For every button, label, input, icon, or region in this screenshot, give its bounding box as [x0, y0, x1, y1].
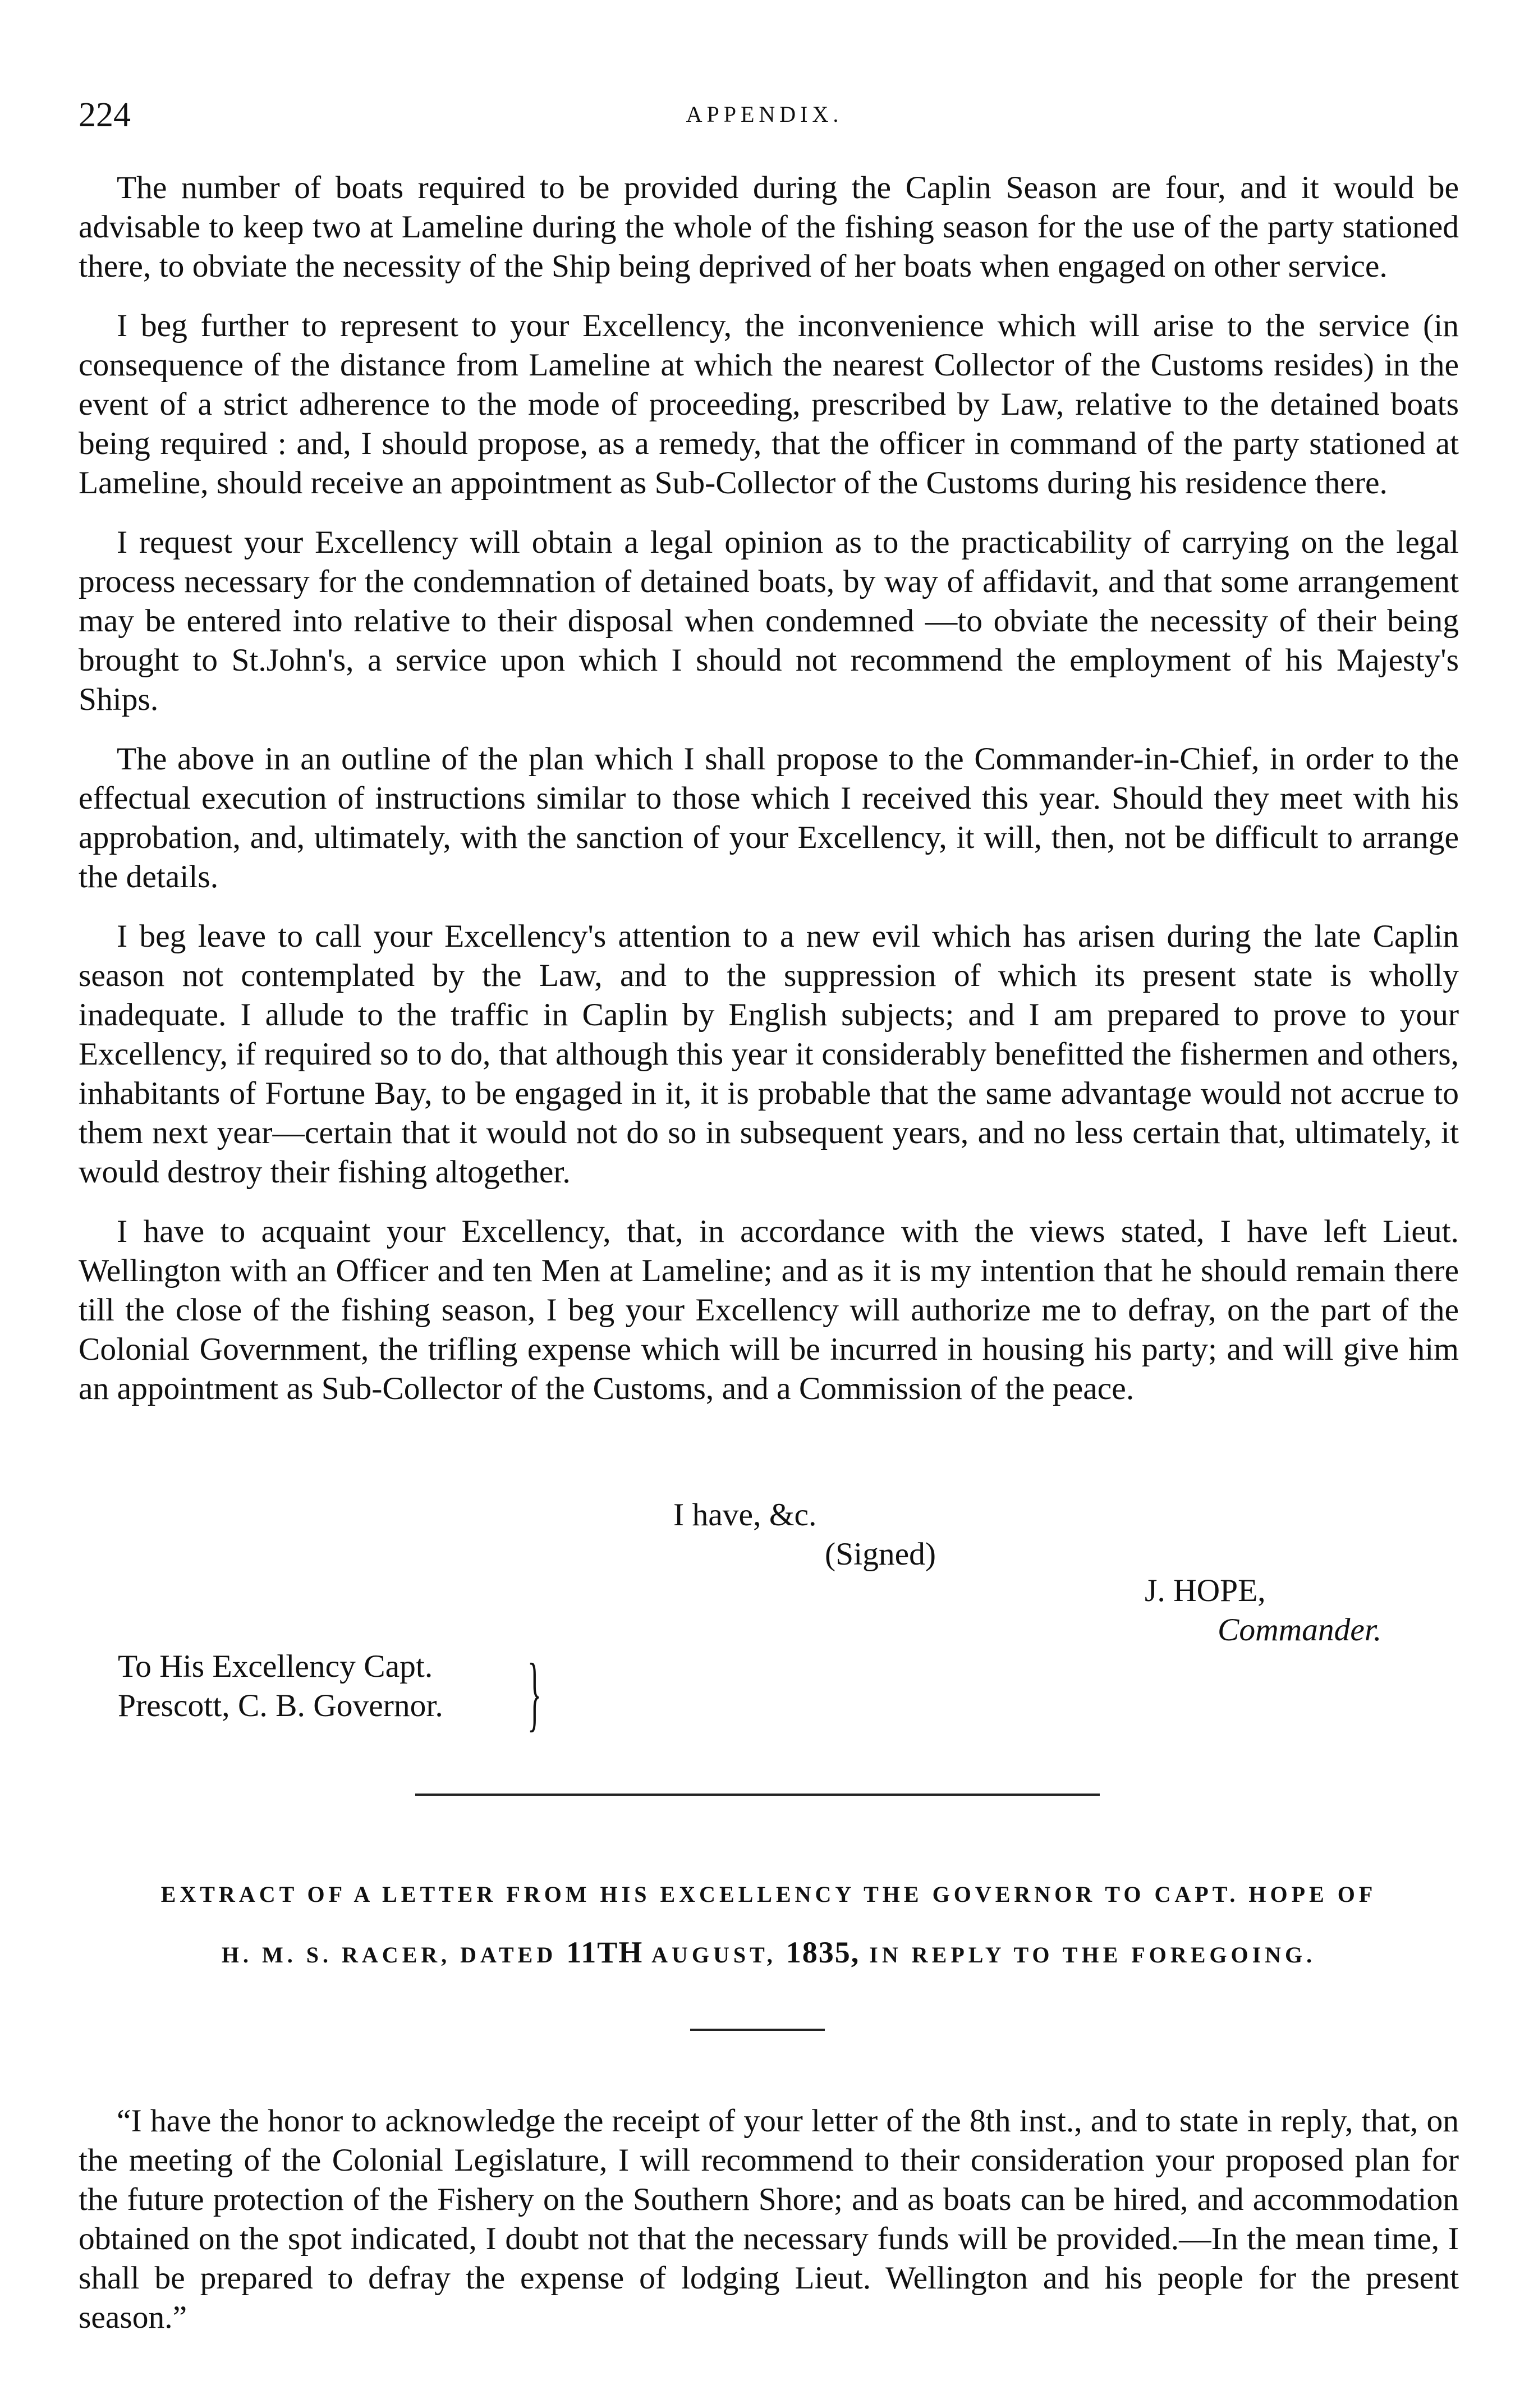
- heading-reply: IN REPLY TO THE FOREGOING.: [869, 1942, 1316, 1967]
- signature-title: Commander.: [1218, 1612, 1382, 1648]
- letter-paragraph: I request your Excellency will obtain a legal opinion as to the practicability of carrying on the legal process necessary for the condemnation of detained boats, by way of affidavit, and that some arrangement may be entered into relative to their disposal when condemned —to obviate the necessity of their being brought to St.John's, a service upon which I should not recommend the employment of his Majesty's Ships.: [79, 525, 1459, 717]
- extract-body: [79, 2102, 1459, 2357]
- letter-body: [79, 168, 1459, 1429]
- signature-name: J. HOPE,: [1145, 1573, 1266, 1608]
- short-rule: [690, 2029, 825, 2031]
- running-head: [79, 95, 1450, 140]
- letter-paragraph: I beg further to represent to your Excellency, the inconvenience which will arise to the service (in consequence of the distance from Lameline at which the nearest Collector of the Customs resides) in the event of a strict adherence to the mode of proceeding, prescribed by Law, relative to the detained boats being required : and, I should propose, as a remedy, that the officer in command of the party stationed at Lameline, should receive an appointment as Sub-Collector of the Customs during his residence there.: [79, 308, 1459, 501]
- heading-date: 11TH: [566, 1935, 644, 1969]
- extract-paragraph: “I have the honor to acknowledge the receipt of your letter of the 8th inst., and to state in reply, that, on the meeting of the Colonial Legislature, I will recommend to their consideration your proposed plan for the future protection of the Fishery on the Southern Shore; and as boats can be hired, and accommodation obtained on the spot indicated, I doubt not that the necessary funds will be provided.—In the mean time, I shall be prepared to defray the expense of lodging Lieut. Wellington and his people for the present season.”: [79, 2103, 1459, 2335]
- heading-month: AUGUST,: [651, 1942, 777, 1967]
- heading-vessel: H. M. S. RACER, DATED: [221, 1942, 557, 1967]
- running-title: APPENDIX.: [686, 102, 843, 127]
- letter-paragraph: I beg leave to call your Excellency's attention to a new evil which has arisen during the late Caplin season not contemplated by the Law, and to the suppression of which its present state is wholly inadequate. I allude to the traffic in Caplin by English subjects; and I am prepared to prove to your Excellency, if required so to do, that although this year it considerably benefitted the fishermen and others, inhabitants of Fortune Bay, to be engaged in it, it is probable that the same advantage would not accrue to them next year—certain that it would not do so in subsequent years, and no less certain that, ultimately, it would destroy their fishing altogether.: [79, 919, 1459, 1190]
- letter-paragraph: The above in an outline of the plan which I shall propose to the Commander-in-Chief, in order to the effectual execution of instructions similar to those which I received this year. Should they meet with his approbation, and, ultimately, with the sanction of your Excellency, it will, then, not be difficult to arrange the details.: [79, 741, 1459, 895]
- addressee-line-2: Prescott, C. B. Governor.: [118, 1688, 443, 1723]
- heading-year: 1835,: [786, 1935, 860, 1969]
- page-number: 224: [79, 96, 131, 134]
- brace-mark: }: [527, 1646, 542, 1740]
- letter-paragraph: I have to acquaint your Excellency, that, in accordance with the views stated, I have left Lieut. Wellington with an Officer and ten Men at Lameline; and as it is my intention that he should remain there till the close of the fishing season, I beg your Excellency will authorize me to defray, on the part of the Colonial Government, the trifling expense which will be incurred in housing his party; and will give him an appointment as Sub-Collector of the Customs, and a Commission of the peace.: [79, 1214, 1459, 1406]
- extract-heading-line-1: EXTRACT OF A LETTER FROM HIS EXCELLENCY THE GOVERNOR TO CAPT. HOPE OF: [160, 1882, 1377, 1907]
- letter-paragraph: The number of boats required to be provided during the Caplin Season are four, and it would be advisable to keep two at Lameline during the whole of the fishing season for the use of the party stationed there, to obviate the necessity of the Ship being deprived of her boats when engaged on other service.: [79, 170, 1459, 284]
- section-rule: [415, 1794, 1100, 1796]
- extract-heading-line-2: [79, 1935, 1459, 1970]
- addressee-line-1: To His Excellency Capt.: [118, 1649, 433, 1684]
- closing-line: I have, &c.: [673, 1497, 817, 1533]
- signed-note: (Signed): [825, 1536, 936, 1572]
